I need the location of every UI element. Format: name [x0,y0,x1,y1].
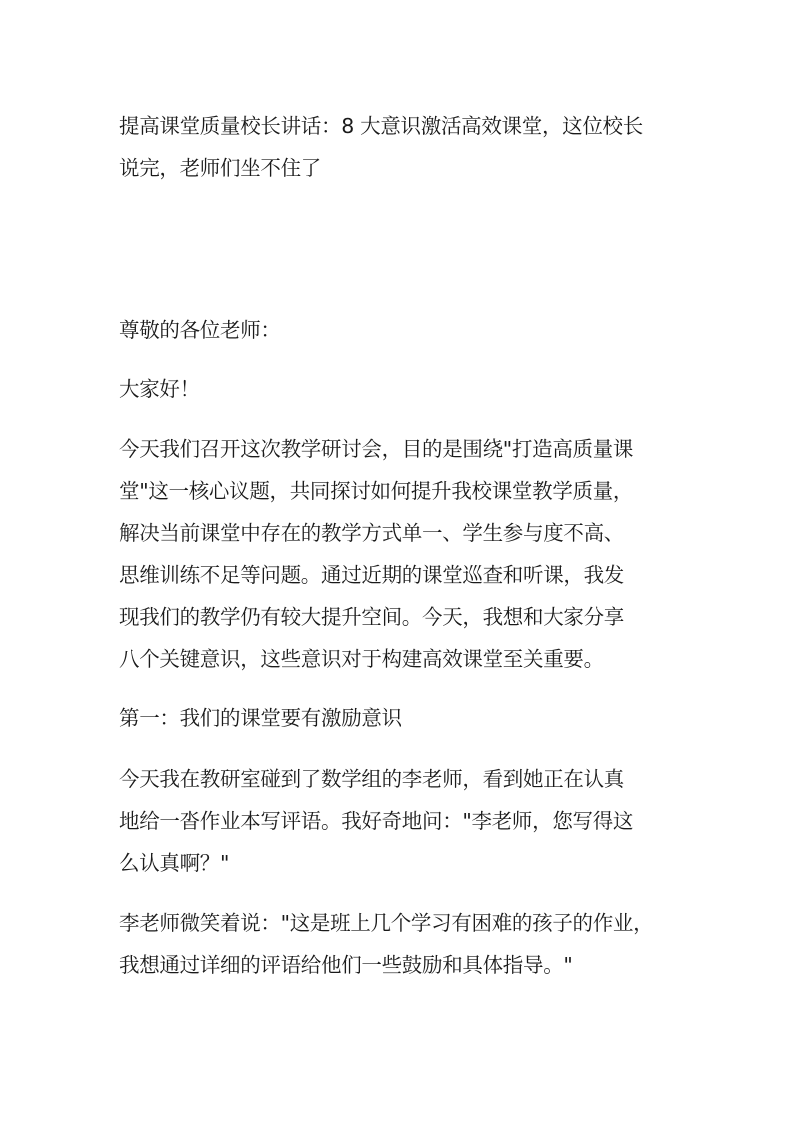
hello: 大家好！ [119,377,200,401]
reply-line-2: 我想通过详细的评语给他们一些鼓励和具体指导。" [119,953,573,977]
title-line-1: 提高课堂质量校长讲话：8 大意识激活高效课堂，这位校长 [119,114,643,138]
title-line-2: 说完，老师们坐不住了 [119,156,321,180]
intro-line-2: 堂"这一核心议题，共同探讨如何提升我校课堂教学质量， [119,479,634,503]
section-heading-1: 第一：我们的课堂要有激励意识 [119,706,402,730]
intro-line-6: 八个关键意识，这些意识对于构建高效课堂至关重要。 [119,647,604,671]
intro-line-5: 现我们的教学仍有较大提升空间。今天，我想和大家分享 [119,605,624,629]
intro-line-4: 思维训练不足等问题。通过近期的课堂巡查和听课，我发 [119,563,624,587]
story-line-1: 今天我在教研室碰到了数学组的李老师，看到她正在认真 [119,767,624,791]
story-line-3: 么认真啊？" [119,851,230,875]
greeting: 尊敬的各位老师： [119,318,281,342]
intro-line-1: 今天我们召开这次教学研讨会，目的是围绕"打造高质量课 [119,437,634,461]
reply-line-1: 李老师微笑着说："这是班上几个学习有困难的孩子的作业， [119,911,654,935]
story-line-2: 地给一沓作业本写评语。我好奇地问："李老师，您写得这 [119,809,634,833]
intro-line-3: 解决当前课堂中存在的教学方式单一、学生参与度不高、 [119,521,624,545]
